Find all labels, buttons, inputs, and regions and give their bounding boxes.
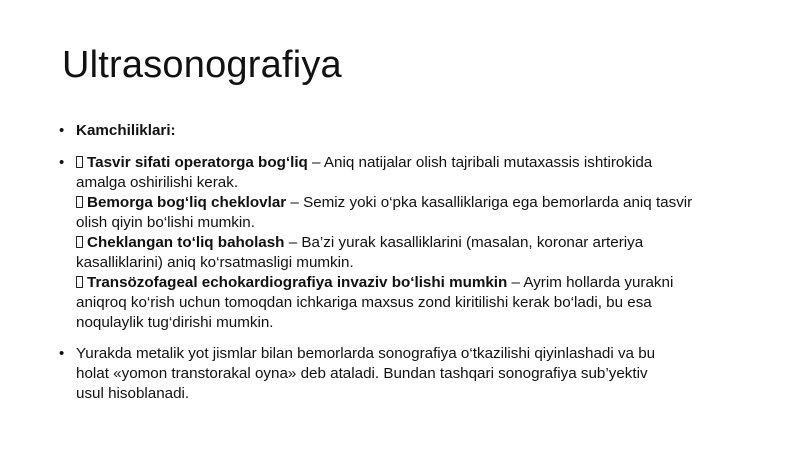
bullet-item-kamchiliklari [58,121,748,141]
bullet-line: aniqroq ko‘rish uchun tomoqdan ichkariga maxsus zond kiritilishi kerak bo‘ladi, bu esa [76,294,652,311]
bullet-line: holat «yomon transtorakal oyna» deb ataladi. Bundan tashqari sonografiya sub’yektiv [76,365,648,382]
bullet-line: olish qiyin bo‘lishi mumkin. [76,214,255,231]
limitation-title: Bemorga bog‘liq cheklovlar [87,194,287,211]
missing-glyph-icon [76,276,83,288]
bullet-list [58,121,748,412]
limitation-title: Cheklangan to‘liq baholash [87,234,285,251]
missing-glyph-icon [76,196,83,208]
limitation-text: – Ba’zi yurak kasalliklarini (masalan, koronar arteriya [284,234,644,251]
bullet-line [76,193,748,213]
bullet-line [76,233,748,253]
bullet-item-limitations [58,153,748,333]
bullet-line [76,153,748,173]
bullet-heading: Kamchiliklari: [76,122,176,139]
limitation-title: Tasvir sifati operatorga bog‘liq [87,154,308,171]
bullet-line [76,121,748,141]
bullet-line: noqulaylik tug‘dirishi mumkin. [76,314,274,331]
bullet-line: usul hisoblanadi. [76,385,190,402]
limitation-text: – Semiz yoki o‘pka kasalliklariga ega bemorlarda aniq tasvir [286,194,693,211]
limitation-text: – Ayrim hollarda yurakni [507,274,674,291]
missing-glyph-icon [76,236,83,248]
limitation-text: – Aniq natijalar olish tajribali mutaxassis ishtirokida [307,154,653,171]
bullet-line: kasalliklarini) aniq ko‘rsatmasligi mumkin. [76,254,354,271]
limitation-title: Transözofageal echokardiografiya invaziv bo‘lishi mumkin [87,274,508,291]
bullet-line [76,273,748,293]
bullet-item-metal-bodies [58,344,748,404]
bullet-line: • Yurakda metalik yot jismlar bilan bemorlarda sonografiya o‘tkazilishi qiyinlashadi va bu [76,345,656,362]
bullet-line: amalga oshirilishi kerak. [76,174,239,191]
slide-title: Ultrasonografiya [62,44,342,86]
missing-glyph-icon [76,156,83,168]
